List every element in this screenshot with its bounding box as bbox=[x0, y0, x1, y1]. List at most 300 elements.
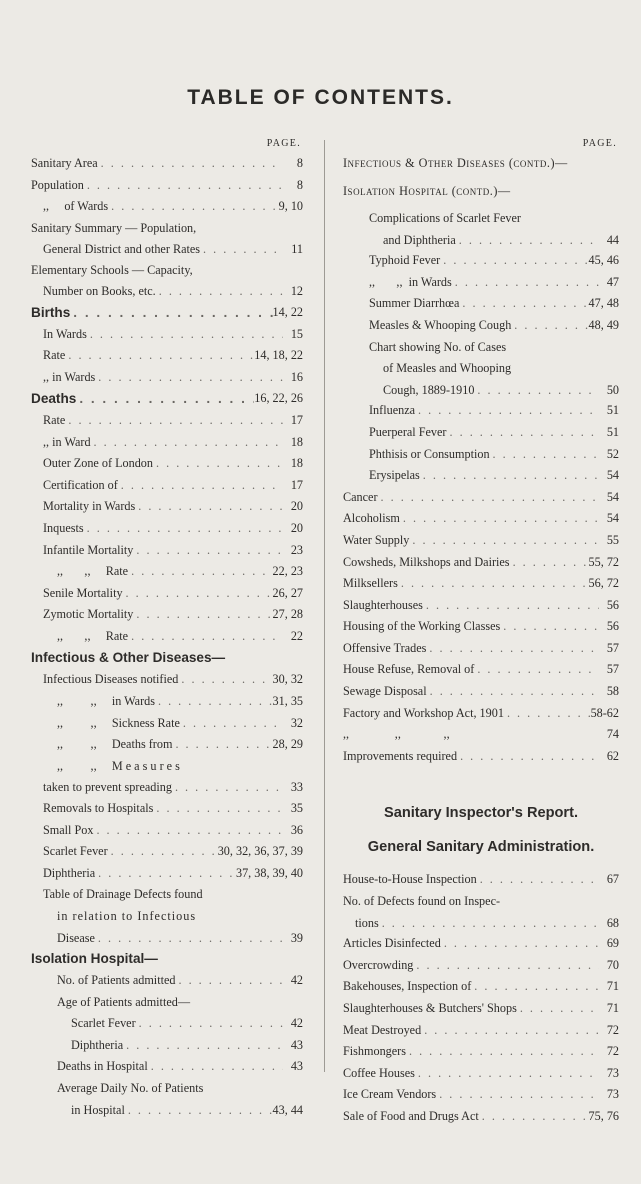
entry-label: Erysipelas bbox=[369, 468, 420, 483]
leader-dots bbox=[70, 302, 272, 324]
leader-dots bbox=[471, 976, 599, 998]
entry-label: Inquests bbox=[43, 520, 84, 535]
page-number: 55, 72 bbox=[588, 554, 619, 569]
leader-dots bbox=[153, 453, 283, 475]
entry-label: Deaths in Hospital bbox=[57, 1059, 148, 1074]
page-number: 11 bbox=[291, 242, 303, 257]
toc-entry-overcrowding[interactable] bbox=[343, 955, 619, 977]
toc-entry-infectious-deaths[interactable] bbox=[31, 734, 303, 756]
page-number: 57 bbox=[606, 640, 619, 655]
entry-label: ,, ,, in Wards bbox=[57, 694, 155, 709]
entry-label: Number on Books, etc. bbox=[43, 284, 156, 299]
section-heading-infectious-contd: Infectious & Other Diseases (contd.)— bbox=[343, 156, 568, 170]
leader-dots bbox=[84, 175, 283, 197]
toc-entry-patients-admitted[interactable] bbox=[31, 970, 303, 992]
toc-entry-small-pox[interactable] bbox=[31, 820, 303, 842]
toc-entry-sanitary-area[interactable] bbox=[31, 153, 303, 175]
toc-entry-improvements[interactable] bbox=[343, 746, 619, 768]
leader-dots bbox=[379, 913, 599, 934]
toc-entry-ice-cream-vendors[interactable] bbox=[343, 1084, 619, 1106]
leader-dots bbox=[180, 713, 283, 735]
toc-entry-chart-cases-cont: of Measles and Whooping bbox=[383, 361, 512, 376]
toc-entry-average-daily-cont[interactable] bbox=[31, 1100, 303, 1121]
page-number: 37, 38, 39, 40 bbox=[235, 865, 303, 880]
entry-label: Slaughterhouses & Butchers' Shops bbox=[343, 1000, 517, 1015]
entry-label: ,, ,, Sickness Rate bbox=[57, 715, 180, 730]
entry-label: and Diphtheria bbox=[383, 232, 456, 247]
page-number: 54 bbox=[606, 468, 619, 483]
toc-entry-defects-found: No. of Defects found on Inspec- bbox=[343, 894, 501, 909]
entry-label: Population bbox=[31, 177, 84, 192]
page-number: 15 bbox=[290, 326, 303, 341]
entry-label: Alcoholism bbox=[343, 511, 400, 526]
page-number: 72 bbox=[606, 1044, 619, 1059]
leader-dots bbox=[87, 324, 283, 346]
entry-label: Puerperal Fever bbox=[369, 424, 447, 439]
page-number: 32 bbox=[290, 715, 303, 730]
leader-dots bbox=[155, 691, 273, 713]
entry-label: Summer Diarrhœa bbox=[369, 296, 460, 311]
leader-dots bbox=[172, 777, 283, 798]
page-number: 70 bbox=[606, 957, 619, 972]
leader-dots bbox=[148, 1056, 283, 1078]
toc-entry-factory-act-ditto[interactable] bbox=[343, 724, 619, 746]
toc-entry-factory-act[interactable] bbox=[343, 703, 619, 725]
toc-entry-typhoid-wards[interactable] bbox=[343, 272, 619, 294]
page-number: 8 bbox=[296, 177, 303, 192]
entry-label: Slaughterhouses bbox=[343, 597, 423, 612]
toc-entry-age-diphtheria[interactable] bbox=[31, 1035, 303, 1057]
entry-label: Mortality in Wards bbox=[43, 499, 136, 514]
leader-dots bbox=[504, 703, 591, 725]
leader-dots bbox=[490, 444, 599, 466]
page-number: 67 bbox=[606, 872, 619, 887]
page-number: 43 bbox=[290, 1059, 303, 1074]
leader-dots bbox=[447, 422, 600, 444]
toc-entry-defects-found-cont[interactable] bbox=[343, 913, 619, 934]
leader-dots bbox=[477, 869, 599, 891]
toc-entry-deaths[interactable] bbox=[31, 388, 303, 410]
page-number: 72 bbox=[606, 1022, 619, 1037]
toc-entry-food-drugs-act[interactable] bbox=[343, 1106, 619, 1128]
leader-dots bbox=[421, 1020, 599, 1042]
toc-entry-coffee-houses[interactable] bbox=[343, 1063, 619, 1085]
toc-entry-offensive-trades[interactable] bbox=[343, 638, 619, 660]
page-number: 14, 22 bbox=[272, 304, 303, 319]
leader-dots bbox=[409, 530, 599, 552]
page-number: 20 bbox=[290, 499, 303, 514]
toc-entry-infectious-notified[interactable] bbox=[31, 669, 303, 691]
page-number: 16, 22, 26 bbox=[254, 391, 303, 406]
entry-label: General District and other Rates bbox=[43, 242, 201, 257]
leader-dots bbox=[95, 863, 236, 885]
leader-dots bbox=[456, 230, 599, 251]
entry-label: Rate bbox=[43, 412, 66, 427]
leader-dots bbox=[479, 1106, 589, 1128]
entry-label: Factory and Workshop Act, 1901 bbox=[343, 705, 504, 720]
page-number: 75, 76 bbox=[588, 1108, 619, 1123]
page-number: 22 bbox=[290, 628, 303, 643]
toc-entry-age-admitted: Age of Patients admitted— bbox=[57, 994, 191, 1009]
toc-entry-sanitary-summary-cont[interactable] bbox=[31, 239, 303, 260]
section-heading-inspector-report: Sanitary Inspector's Report. bbox=[383, 805, 579, 822]
entry-label: Cough, 1889-1910 bbox=[383, 382, 475, 397]
right-column bbox=[343, 134, 619, 1127]
toc-entry-milksellers[interactable] bbox=[343, 573, 619, 595]
page-number: 30, 32, 36, 37, 39 bbox=[217, 844, 303, 859]
page-number: 48, 49 bbox=[588, 318, 619, 333]
leader-dots bbox=[378, 487, 599, 509]
page-column-label: PAGE. bbox=[582, 138, 617, 149]
toc-entry-complications: Complications of Scarlet Fever bbox=[369, 211, 521, 226]
toc-entry-house-inspection[interactable] bbox=[343, 869, 619, 891]
toc-entry-drainage-defects-cont: in relation to Infectious bbox=[57, 908, 197, 923]
leader-dots bbox=[123, 583, 273, 605]
leader-dots bbox=[175, 970, 283, 992]
entry-label: Ice Cream Vendors bbox=[343, 1087, 437, 1102]
toc-entry-measles-whooping-cough[interactable] bbox=[343, 315, 619, 337]
page-number: 26, 27 bbox=[272, 585, 303, 600]
toc-entry-cancer[interactable] bbox=[343, 487, 619, 509]
leader-dots bbox=[65, 410, 283, 432]
entry-label: ,, ,, Rate bbox=[57, 564, 129, 579]
entry-label: Outer Zone of London bbox=[43, 456, 153, 471]
toc-entry-phthisis[interactable] bbox=[343, 444, 619, 466]
toc-entry-alcoholism[interactable] bbox=[343, 508, 619, 530]
page-number: 51 bbox=[606, 403, 619, 418]
toc-entry-scarlet-fever[interactable] bbox=[31, 841, 303, 863]
page-number: 57 bbox=[606, 662, 619, 677]
leader-dots bbox=[427, 681, 599, 703]
toc-entry-population[interactable] bbox=[31, 175, 303, 197]
page-number: 50 bbox=[606, 382, 619, 397]
toc-entry-infectious-sickness-rate[interactable] bbox=[31, 713, 303, 735]
leader-dots bbox=[123, 1035, 283, 1057]
leader-dots bbox=[172, 734, 272, 756]
entry-label: Influenza bbox=[369, 403, 416, 418]
page-number: 55 bbox=[606, 532, 619, 547]
entry-label: Overcrowding bbox=[343, 957, 414, 972]
entry-label: ,, ,, ,, bbox=[343, 727, 450, 742]
entry-label: Small Pox bbox=[43, 822, 94, 837]
entry-label: No. of Patients admitted bbox=[57, 973, 176, 987]
leader-dots bbox=[135, 496, 283, 518]
leader-dots bbox=[426, 638, 599, 660]
toc-entry-articles-disinfected[interactable] bbox=[343, 933, 619, 955]
page-number: 22, 23 bbox=[272, 564, 303, 579]
entry-label: House-to-House Inspection bbox=[343, 872, 477, 887]
toc-entry-infectious-measures-cont[interactable] bbox=[31, 777, 303, 798]
entry-label: Phthisis or Consumption bbox=[369, 446, 490, 461]
toc-entry-infantile-mortality[interactable] bbox=[31, 540, 303, 562]
entry-label: Measles & Whooping Cough bbox=[369, 318, 512, 333]
page-number: 62 bbox=[606, 748, 619, 763]
leader-dots bbox=[474, 659, 599, 681]
toc-entry-cowsheds[interactable] bbox=[343, 552, 619, 574]
entry-label: taken to prevent spreading bbox=[43, 780, 172, 795]
toc-entry-births-wards[interactable] bbox=[31, 324, 303, 346]
toc-entry-chart-cases: Chart showing No. of Cases bbox=[369, 339, 507, 354]
page-title: TABLE OF CONTENTS. bbox=[187, 86, 454, 109]
toc-entry-drainage-defects-disease[interactable] bbox=[31, 928, 303, 949]
leader-dots bbox=[156, 281, 283, 302]
page-number: 43 bbox=[290, 1037, 303, 1052]
page-number: 20 bbox=[290, 520, 303, 535]
entry-label: Coffee Houses bbox=[343, 1065, 415, 1080]
entry-label: Diphtheria bbox=[43, 865, 96, 880]
leader-dots bbox=[133, 604, 272, 626]
entry-label: Meat Destroyed bbox=[343, 1022, 422, 1037]
leader-dots bbox=[406, 1041, 599, 1063]
page-number: 35 bbox=[290, 800, 303, 815]
leader-dots bbox=[98, 153, 283, 175]
leader-dots bbox=[84, 518, 283, 540]
toc-entry-diphtheria[interactable] bbox=[31, 863, 303, 885]
page-number: 54 bbox=[606, 511, 619, 526]
entry-label: Fishmongers bbox=[343, 1044, 406, 1059]
leader-dots bbox=[400, 508, 599, 530]
entry-label: Senile Mortality bbox=[43, 585, 123, 600]
leader-dots bbox=[474, 380, 599, 401]
page-number: 28, 29 bbox=[272, 737, 303, 752]
leader-dots bbox=[178, 669, 272, 691]
leader-dots bbox=[436, 1084, 599, 1106]
leader-dots bbox=[420, 465, 599, 487]
entry-label: Sale of Food and Drugs Act bbox=[343, 1108, 479, 1123]
toc-entry-outer-zone[interactable] bbox=[31, 453, 303, 475]
leader-dots bbox=[108, 841, 218, 863]
entry-label: Scarlet Fever bbox=[71, 1016, 136, 1031]
toc-entry-inquests[interactable] bbox=[31, 518, 303, 540]
toc-entry-house-refuse[interactable] bbox=[343, 659, 619, 681]
toc-entry-housing[interactable] bbox=[343, 616, 619, 638]
entry-label: In Wards bbox=[43, 326, 87, 341]
toc-entry-removals[interactable] bbox=[31, 798, 303, 820]
leader-dots bbox=[415, 400, 599, 422]
page-number: 71 bbox=[606, 1000, 619, 1015]
toc-entry-fishmongers[interactable] bbox=[343, 1041, 619, 1063]
entry-label: ,, ,, Deaths from bbox=[57, 737, 173, 752]
entry-label: ,, ,, Rate bbox=[57, 628, 129, 643]
page-number: 14, 18, 22 bbox=[254, 348, 303, 363]
toc-entry-age-scarlet-fever[interactable] bbox=[31, 1013, 303, 1035]
entry-label: Rate bbox=[43, 348, 66, 363]
toc-entry-elementary-schools-cont[interactable] bbox=[31, 281, 303, 302]
leader-dots bbox=[457, 746, 599, 768]
toc-entry-zymotic-mortality[interactable] bbox=[31, 604, 303, 626]
toc-entry-erysipelas[interactable] bbox=[343, 465, 619, 487]
entry-label: Typhoid Fever bbox=[369, 253, 441, 268]
toc-entry-zymotic-rate[interactable] bbox=[31, 626, 303, 648]
toc-entry-certification[interactable] bbox=[31, 475, 303, 497]
entry-label: Sanitary Area bbox=[31, 156, 98, 170]
entry-label: Bakehouses, Inspection of bbox=[343, 979, 472, 994]
entry-label: Infantile Mortality bbox=[43, 542, 134, 557]
leader-dots bbox=[459, 293, 588, 315]
toc-entry-infectious-measures: ,, ,, M e a s u r e s bbox=[57, 758, 180, 773]
page-number: 12 bbox=[290, 284, 303, 299]
page-number: 56 bbox=[606, 619, 619, 634]
toc-entry-births[interactable] bbox=[31, 302, 303, 324]
page-number: 47 bbox=[606, 274, 619, 289]
page-number: 23 bbox=[290, 542, 303, 557]
toc-entry-population-wards[interactable] bbox=[31, 196, 303, 218]
entry-label: in Hospital bbox=[71, 1102, 125, 1117]
entry-label: Removals to Hospitals bbox=[43, 800, 154, 815]
entry-label: Articles Disinfected bbox=[343, 936, 441, 951]
entry-label: Scarlet Fever bbox=[43, 844, 108, 859]
toc-entry-mortality-wards[interactable] bbox=[31, 496, 303, 518]
page-number: 52 bbox=[606, 446, 619, 461]
page-number: 51 bbox=[606, 424, 619, 439]
toc-entry-infantile-rate[interactable] bbox=[31, 561, 303, 583]
section-heading-isolation-hospital: Isolation Hospital— bbox=[31, 951, 158, 966]
toc-entry-bakehouses[interactable] bbox=[343, 976, 619, 998]
toc-entry-deaths-rate[interactable] bbox=[31, 410, 303, 432]
toc-entry-slaughterhouses[interactable] bbox=[343, 595, 619, 617]
leader-dots bbox=[91, 432, 283, 454]
leader-dots bbox=[108, 196, 278, 218]
page-number: 58-62 bbox=[590, 705, 619, 720]
toc-entry-births-rate[interactable] bbox=[31, 345, 303, 367]
entry-label: ,, in Wards bbox=[43, 369, 96, 384]
entry-label: Births bbox=[31, 304, 71, 320]
toc-entry-sanitary-summary: Sanitary Summary — Population, bbox=[31, 220, 197, 235]
entry-label: ,, ,, in Wards bbox=[369, 274, 452, 289]
toc-entry-typhoid-fever[interactable] bbox=[343, 250, 619, 272]
page-number: 74 bbox=[606, 727, 619, 742]
leader-dots bbox=[441, 933, 599, 955]
page-number: 45, 46 bbox=[588, 253, 619, 268]
entry-label: Improvements required bbox=[343, 748, 458, 763]
section-heading-infectious: Infectious & Other Diseases— bbox=[31, 650, 226, 666]
toc-entry-meat-destroyed[interactable] bbox=[343, 1020, 619, 1042]
page-number: 54 bbox=[606, 489, 619, 504]
leader-dots bbox=[511, 315, 588, 337]
leader-dots bbox=[76, 388, 254, 410]
leader-dots bbox=[133, 540, 283, 562]
page-number: 42 bbox=[290, 973, 303, 987]
toc-entry-butchers-shops[interactable] bbox=[343, 998, 619, 1020]
page-number: 69 bbox=[606, 936, 619, 951]
column-divider bbox=[324, 140, 325, 1072]
leader-dots bbox=[93, 820, 283, 842]
section-heading-general-administration: General Sanitary Administration. bbox=[367, 839, 595, 856]
leader-dots bbox=[398, 573, 589, 595]
leader-dots bbox=[423, 595, 599, 617]
leader-dots bbox=[510, 552, 589, 574]
page-number: 16 bbox=[290, 369, 303, 384]
entry-label: Water Supply bbox=[343, 532, 410, 547]
leader-dots bbox=[136, 1013, 283, 1035]
leader-dots bbox=[415, 1063, 599, 1085]
leader-dots bbox=[128, 626, 283, 648]
page-number: 33 bbox=[290, 780, 303, 795]
page-number: 17 bbox=[290, 477, 303, 492]
entry-label: Cowsheds, Milkshops and Dairies bbox=[343, 554, 510, 569]
page-column-label: PAGE. bbox=[266, 138, 301, 149]
page-number: 17 bbox=[290, 412, 303, 427]
page-number: 18 bbox=[290, 456, 303, 471]
entry-label: Cancer bbox=[343, 489, 378, 504]
entry-label: Certification of bbox=[43, 477, 118, 492]
entry-label: Diphtheria bbox=[71, 1037, 124, 1052]
entry-label: Offensive Trades bbox=[343, 640, 427, 655]
entry-label: Disease bbox=[57, 930, 95, 945]
entry-label: Sewage Disposal bbox=[343, 684, 427, 699]
leader-dots bbox=[65, 345, 254, 367]
entry-label: ,, of Wards bbox=[43, 199, 109, 214]
toc-entry-senile-mortality[interactable] bbox=[31, 583, 303, 605]
page-number: 56 bbox=[606, 597, 619, 612]
leader-dots bbox=[452, 272, 599, 294]
entry-label: Zymotic Mortality bbox=[43, 607, 134, 622]
leader-dots bbox=[128, 561, 272, 583]
toc-entry-hospital-deaths[interactable] bbox=[31, 1056, 303, 1078]
entry-label: Housing of the Working Classes bbox=[343, 619, 501, 634]
entry-label: Deaths bbox=[31, 391, 77, 407]
leader-dots bbox=[95, 928, 283, 949]
toc-entry-sewage-disposal[interactable] bbox=[343, 681, 619, 703]
section-heading-isolation-contd: Isolation Hospital (contd.)— bbox=[343, 183, 511, 198]
leader-dots bbox=[125, 1100, 273, 1121]
page-number: 9, 10 bbox=[278, 199, 303, 214]
toc-entry-puerperal-fever[interactable] bbox=[343, 422, 619, 444]
page-number: 73 bbox=[606, 1065, 619, 1080]
entry-label: Infectious Diseases notified bbox=[43, 672, 179, 687]
page-number: 8 bbox=[296, 156, 303, 170]
page-number: 31, 35 bbox=[272, 694, 303, 709]
leader-dots bbox=[500, 616, 599, 638]
toc-entry-infectious-wards[interactable] bbox=[31, 691, 303, 713]
toc-entry-water-supply[interactable] bbox=[343, 530, 619, 552]
left-column bbox=[31, 134, 303, 1120]
toc-entry-influenza[interactable] bbox=[343, 400, 619, 422]
entry-label: House Refuse, Removal of bbox=[343, 662, 475, 677]
leader-dots bbox=[95, 367, 283, 389]
toc-entry-births-rate-wards[interactable] bbox=[31, 367, 303, 389]
toc-entry-drainage-defects: Table of Drainage Defects found bbox=[43, 887, 203, 902]
page-number: 18 bbox=[290, 434, 303, 449]
page-number: 27, 28 bbox=[272, 607, 303, 622]
toc-entry-chart-cases-years[interactable] bbox=[343, 380, 619, 401]
entry-label: tions bbox=[355, 915, 379, 930]
leader-dots bbox=[413, 955, 599, 977]
leader-dots bbox=[153, 798, 283, 820]
page-number: 73 bbox=[606, 1087, 619, 1102]
page-number: 39 bbox=[290, 930, 303, 945]
entry-label: Milksellers bbox=[343, 576, 398, 591]
page-number: 36 bbox=[290, 822, 303, 837]
toc-entry-summer-diarrhoea[interactable] bbox=[343, 293, 619, 315]
toc-entry-average-daily: Average Daily No. of Patients bbox=[57, 1080, 204, 1095]
leader-dots bbox=[440, 250, 588, 272]
entry-label: ,, in Ward bbox=[43, 434, 91, 449]
leader-dots bbox=[200, 239, 283, 260]
toc-entry-elementary-schools: Elementary Schools — Capacity, bbox=[31, 262, 193, 277]
leader-dots bbox=[118, 475, 283, 497]
page-number: 58 bbox=[606, 684, 619, 699]
toc-entry-complications-cont[interactable] bbox=[343, 230, 619, 251]
toc-entry-deaths-rate-ward[interactable] bbox=[31, 432, 303, 454]
page-number: 71 bbox=[606, 979, 619, 994]
leader-dots bbox=[517, 998, 599, 1020]
page-number: 42 bbox=[290, 1016, 303, 1031]
page-number: 43, 44 bbox=[272, 1102, 303, 1117]
page-number: 44 bbox=[606, 232, 619, 247]
page-number: 47, 48 bbox=[588, 296, 619, 311]
page-number: 30, 32 bbox=[272, 672, 303, 687]
